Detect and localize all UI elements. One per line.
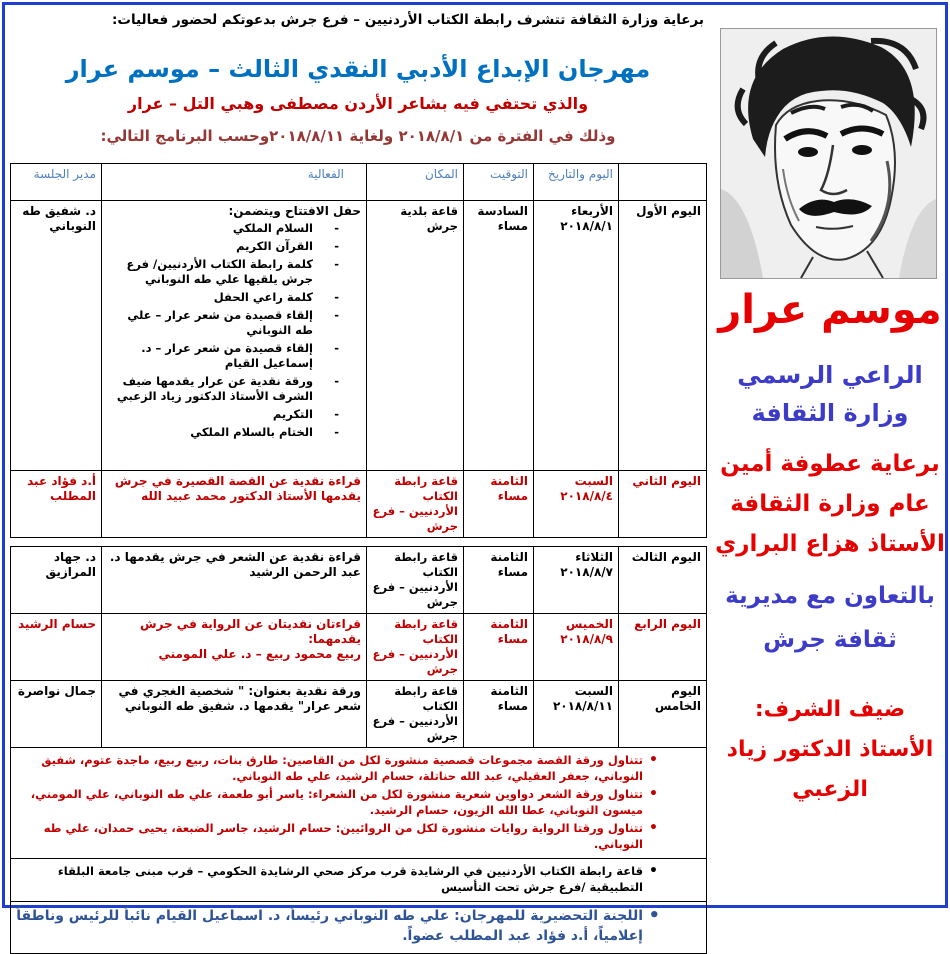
list-item: • تتناول ورقة الشعر دواوين شعرية منشورة لكل من الشعراء: ياسر أبو طعمة، علي طه النوباني، علي المومني، ميسون النوباني، عطا الله الزيون، حسام الرشيد. xyxy=(16,786,643,818)
venue-list xyxy=(16,863,701,895)
guest-of-honor: ضيف الشرف: الأستاذ الدكتور زياد الزعبي xyxy=(726,697,934,802)
moderator-cell: جمال نواصرة xyxy=(11,681,102,748)
list-item: - السلام الملكي xyxy=(107,221,313,236)
table-row-day-3 xyxy=(11,547,707,614)
invitation-line: برعاية وزارة الثقافة تتشرف رابطة الكتاب الأردنيين – فرع جرش بدعوتكم لحضور فعاليات: xyxy=(112,12,704,28)
time-cell: الثامنة مساء xyxy=(464,471,534,538)
place-cell: قاعة بلدية جرش xyxy=(367,201,464,471)
date-cell xyxy=(534,681,619,748)
venue-cell xyxy=(11,859,707,902)
day-label: اليوم الأول xyxy=(619,201,707,471)
program-tables xyxy=(10,163,706,954)
activity-cell xyxy=(102,201,367,471)
festival-title: مهرجان الإبداع الأدبي النقدي الثالث – موسم عرار xyxy=(65,55,651,83)
time-cell: السادسة مساء xyxy=(464,201,534,471)
place-cell: قاعة رابطة الكتاب الأردنيين – فرع جرش xyxy=(367,471,464,538)
weekday: السبت xyxy=(574,474,613,488)
header-activity: الفعالية xyxy=(102,164,367,201)
date-cell xyxy=(534,471,619,538)
date: ٢٠١٨/٨/١١ xyxy=(552,699,613,713)
time-cell: الثامنة مساء xyxy=(464,547,534,614)
venue-note: • قاعة رابطة الكتاب الأردنيين في الرشايدة قرب مركز صحي الرشايدة الحكومي – قرب مبنى جامعة البلقاء التطبيقية /فرع جرش تحت التأسيس xyxy=(16,863,643,895)
list-item: • تتناول ورقتا الرواية روايات منشورة لكل من الروائيين: حسام الرشيد، جاسر الضبعة، يحيى حمدان، علي طه النوباني. xyxy=(16,820,643,852)
place-cell: قاعة رابطة الكتاب الأردنيين – فرع جرش xyxy=(367,614,464,681)
header-date: اليوم والتاريخ xyxy=(534,164,619,201)
official-sponsor: الراعي الرسمي وزارة الثقافة xyxy=(737,361,923,427)
header-time: التوقيت xyxy=(464,164,534,201)
venue-row xyxy=(11,859,707,902)
activity-cell xyxy=(102,614,367,681)
header-place: المكان xyxy=(367,164,464,201)
list-item: - الختام بالسلام الملكي xyxy=(107,425,313,440)
patronage: برعاية عطوفة أمين عام وزارة الثقافة الأستاذ هزاع البراري xyxy=(715,451,945,557)
papers-notes-list xyxy=(16,752,701,852)
date: ٢٠١٨/٨/٤ xyxy=(560,489,613,503)
committee-list xyxy=(16,906,701,946)
honoree-line: والذي تحتفي فيه بشاعر الأردن مصطفى وهبي التل – عرار xyxy=(127,94,589,113)
header-day xyxy=(619,164,707,201)
activity-cell: قراءة نقدية عن القصة القصيرة في جرش يقدمها الأستاذ الدكتور محمد عبيد الله xyxy=(102,471,367,538)
papers-notes-row xyxy=(11,748,707,859)
season-title: موسم عرار xyxy=(718,287,942,333)
papers-notes-cell xyxy=(11,748,707,859)
time-cell: الثامنة مساء xyxy=(464,614,534,681)
program-table-part-2 xyxy=(10,546,707,954)
list-item: - التكريم xyxy=(107,407,313,422)
list-item: - إلقاء قصيدة من شعر عرار – علي طه النوباني xyxy=(107,308,313,338)
moderator-cell: د. شفيق طه النوباني xyxy=(11,201,102,471)
activity-items xyxy=(107,221,361,440)
date: ٢٠١٨/٨/١ xyxy=(560,219,613,233)
cooperation: بالتعاون مع مديرية ثقافة جرش xyxy=(725,583,935,653)
portrait-sketch-icon xyxy=(721,29,936,278)
moderator-cell: د. جهاد المرازيق xyxy=(11,547,102,614)
weekday: الخميس xyxy=(565,617,613,631)
table-header-row xyxy=(11,164,707,201)
date-cell xyxy=(534,201,619,471)
table-row-day-1 xyxy=(11,201,707,471)
activity-title: قراءتان نقديتان عن الرواية في جرش يقدمهما: xyxy=(139,617,361,646)
table-row-day-2 xyxy=(11,471,707,538)
date: ٢٠١٨/٨/٧ xyxy=(560,565,613,579)
list-item: - كلمة رابطة الكتاب الأردنيين/ فرع جرش يلقيها علي طه النوباني xyxy=(107,257,313,287)
day-label: اليوم الثاني xyxy=(619,471,707,538)
program-table-part-1 xyxy=(10,163,707,538)
header-moderator: مدير الجلسة xyxy=(11,164,102,201)
weekday: الأربعاء xyxy=(571,204,613,218)
list-item: - كلمة راعي الحفل xyxy=(107,290,313,305)
place-cell: قاعة رابطة الكتاب الأردنيين – فرع جرش xyxy=(367,681,464,748)
moderator-cell: أ.د فؤاد عبد المطلب xyxy=(11,471,102,538)
date: ٢٠١٨/٨/٩ xyxy=(560,632,613,646)
weekday: السبت xyxy=(574,684,613,698)
day-label: اليوم الثالث xyxy=(619,547,707,614)
list-item: - ورقة نقدية عن عرار يقدمها ضيف الشرف الأستاذ الدكتور زياد الزعبي xyxy=(107,374,313,404)
date-cell xyxy=(534,547,619,614)
activity-presenters: ربيع محمود ربيع – د. علي المومني xyxy=(158,647,361,661)
table-row-day-4 xyxy=(11,614,707,681)
list-item: - القرآن الكريم xyxy=(107,239,313,254)
time-cell: الثامنة مساء xyxy=(464,681,534,748)
day-label: اليوم الرابع xyxy=(619,614,707,681)
date-cell xyxy=(534,614,619,681)
activity-cell: قراءة نقدية عن الشعر في جرش يقدمها د. عبد الرحمن الرشيد xyxy=(102,547,367,614)
list-item: - إلقاء قصيدة من شعر عرار – د. إسماعيل القيام xyxy=(107,341,313,371)
committee-row xyxy=(11,902,707,954)
activity-cell: ورقة نقدية بعنوان: " شخصية الغجري في شعر عرار" يقدمها د. شفيق طه النوباني xyxy=(102,681,367,748)
moderator-cell: حسام الرشيد xyxy=(11,614,102,681)
document-header xyxy=(8,8,708,148)
weekday: الثلاثاء xyxy=(575,550,613,564)
place-cell: قاعة رابطة الكتاب الأردنيين – فرع جرش xyxy=(367,547,464,614)
committee-note: • اللجنة التحضيرية للمهرجان: علي طه النوباني رئيساً، د. اسماعيل القيام نائباً للرئيس وناطقاً إعلامياً، أ.د فؤاد عبد المطلب عضواً. xyxy=(16,906,643,946)
committee-cell xyxy=(11,902,707,954)
day-label: اليوم الخامس xyxy=(619,681,707,748)
activity-title: حفل الافتتاح ويتضمن: xyxy=(228,204,361,218)
table-row-day-5 xyxy=(11,681,707,748)
sidebar xyxy=(715,282,945,810)
period-line: وذلك في الفترة من ٢٠١٨/٨/١ ولغاية ٢٠١٨/٨/١١وحسب البرنامج التالي: xyxy=(100,127,616,145)
portrait-image xyxy=(720,28,937,279)
list-item: • تتناول ورقة القصة مجموعات قصصية منشورة لكل من القاصين: طارق بنات، ربيع ربيع، ماجدة عتوم، شفيق النوباني، جعفر العقيلي، عبد الله حناتلة، حسام الرشيد، علي طه النوباني. xyxy=(16,752,643,784)
